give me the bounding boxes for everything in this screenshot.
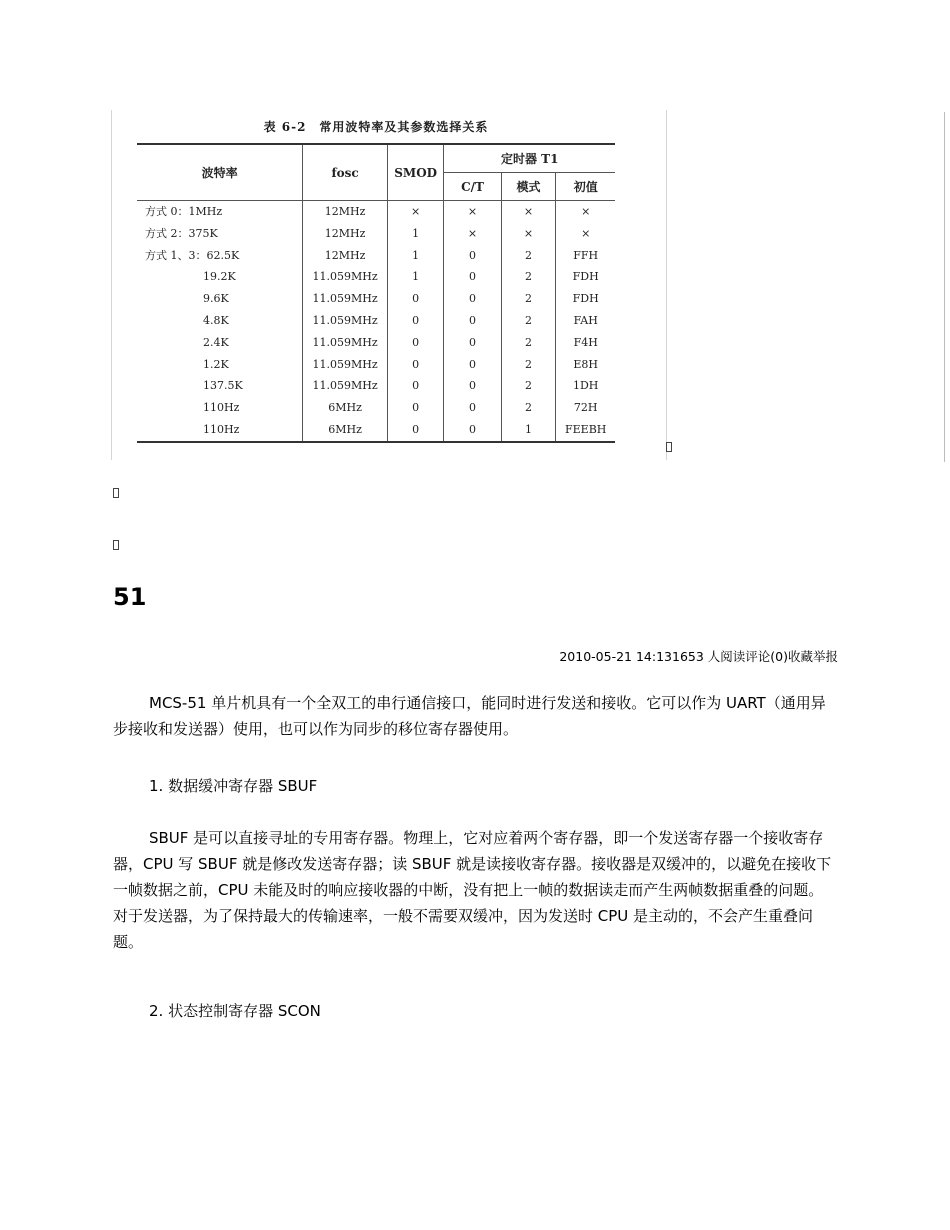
table-row xyxy=(137,354,615,376)
cell-ct: 0 xyxy=(444,332,501,354)
missing-glyph-icon xyxy=(113,488,119,498)
cell-ct: 0 xyxy=(444,397,501,419)
section1-heading xyxy=(113,773,835,799)
cell-ct: × xyxy=(444,223,501,245)
cell-smod: 0 xyxy=(387,332,444,354)
cell-init: × xyxy=(556,223,615,245)
cell-ct: 0 xyxy=(444,419,501,442)
cell-smod: 0 xyxy=(387,375,444,397)
post-meta: 2010-05-21 14:131653 人阅读评论(0)收藏举报 xyxy=(559,649,838,664)
header-mode: 模式 xyxy=(501,173,556,201)
cell-fosc: 11.059MHz xyxy=(303,288,387,310)
cell-mode: 2 xyxy=(501,310,556,332)
cell-fosc: 12MHz xyxy=(303,201,387,223)
cell-mode: 2 xyxy=(501,354,556,376)
cell-init: FDH xyxy=(556,266,615,288)
cell-ct: 0 xyxy=(444,310,501,332)
cell-baud: 4.8K xyxy=(203,313,229,327)
table-caption: 表 6-2 常用波特率及其参数选择关系 xyxy=(263,120,489,134)
cell-mode: 2 xyxy=(501,266,556,288)
header-smod: SMOD xyxy=(387,144,444,201)
cell-fosc: 6MHz xyxy=(303,419,387,442)
cell-mode: 2 xyxy=(501,288,556,310)
cell-baud: 方式 0：1MHz xyxy=(145,205,223,218)
cell-fosc: 11.059MHz xyxy=(303,310,387,332)
cell-init: FEEBH xyxy=(556,419,615,442)
section1-content xyxy=(113,825,835,955)
cell-fosc: 11.059MHz xyxy=(303,332,387,354)
cell-smod: 1 xyxy=(387,223,444,245)
cell-init: FDH xyxy=(556,288,615,310)
cell-ct: 0 xyxy=(444,354,501,376)
header-ct: C/T xyxy=(444,173,501,201)
cell-baud: 137.5K xyxy=(203,379,243,393)
cell-mode: 2 xyxy=(501,375,556,397)
cell-init: 72H xyxy=(556,397,615,419)
article-intro xyxy=(113,690,835,742)
cell-mode: × xyxy=(501,201,556,223)
cell-init: 1DH xyxy=(556,375,615,397)
table-row xyxy=(137,419,615,442)
cell-ct: 0 xyxy=(444,288,501,310)
cell-fosc: 11.059MHz xyxy=(303,266,387,288)
cell-baud: 1.2K xyxy=(203,357,229,371)
missing-glyph-icon xyxy=(666,442,672,452)
table-row xyxy=(137,375,615,397)
post-heading: 51 xyxy=(113,583,147,611)
table-row xyxy=(137,332,615,354)
cell-ct: 0 xyxy=(444,375,501,397)
table-row xyxy=(137,266,615,288)
header-fosc: fosc xyxy=(303,144,387,201)
cell-init: FFH xyxy=(556,245,615,267)
cell-baud: 方式 2：375K xyxy=(145,226,218,240)
header-baud: 波特率 xyxy=(137,144,303,201)
table-row xyxy=(137,223,615,245)
section2-title: 2. 状态控制寄存器 SCON xyxy=(149,1002,321,1020)
cell-baud: 9.6K xyxy=(203,292,229,306)
table-row xyxy=(137,310,615,332)
cell-smod: 0 xyxy=(387,419,444,442)
section1-paragraph: SBUF 是可以直接寻址的专用寄存器。物理上，它对应着两个寄存器，即一个发送寄存器一个接收寄存器，CPU 写 SBUF 就是修改发送寄存器；读 SBUF 就是读接收寄存器。接收器是双缓冲的，以避免在接收下一帧数据之前，CPU 未能及时的响应接收器的中断，没有把上一帧的数据读走而产生两帧数据重叠的问题。对于发送器，为了保持最大的传输速率，一般不需要双缓冲，因为发送时 CPU 是主动的，不会产生重叠问题。 xyxy=(113,829,832,951)
cell-mode: 1 xyxy=(501,419,556,442)
header-init: 初值 xyxy=(556,173,615,201)
cell-baud: 110Hz xyxy=(203,422,240,436)
missing-glyph-icon xyxy=(113,540,119,550)
cell-smod: 0 xyxy=(387,310,444,332)
cell-fosc: 11.059MHz xyxy=(303,354,387,376)
cell-mode: 2 xyxy=(501,332,556,354)
cell-init: F4H xyxy=(556,332,615,354)
cell-smod: 1 xyxy=(387,266,444,288)
cell-fosc: 12MHz xyxy=(303,223,387,245)
cell-fosc: 11.059MHz xyxy=(303,375,387,397)
table-row xyxy=(137,201,615,223)
table-row xyxy=(137,288,615,310)
baud-rate-table xyxy=(137,143,615,443)
cell-baud: 2.4K xyxy=(203,335,229,349)
baud-rate-table-figure xyxy=(137,118,615,443)
header-timer: 定时器 T1 xyxy=(444,144,615,173)
cell-smod: 0 xyxy=(387,354,444,376)
cell-fosc: 6MHz xyxy=(303,397,387,419)
cell-ct: 0 xyxy=(444,245,501,267)
section1-title: 1. 数据缓冲寄存器 SBUF xyxy=(149,777,318,795)
cell-fosc: 12MHz xyxy=(303,245,387,267)
cell-init: E8H xyxy=(556,354,615,376)
cell-ct: × xyxy=(444,201,501,223)
cell-mode: 2 xyxy=(501,397,556,419)
table-row xyxy=(137,245,615,267)
cell-mode: 2 xyxy=(501,245,556,267)
cell-baud: 方式 1、3：62.5K xyxy=(145,248,240,262)
cell-ct: 0 xyxy=(444,266,501,288)
table-row xyxy=(137,397,615,419)
cell-smod: 1 xyxy=(387,245,444,267)
cell-smod: 0 xyxy=(387,288,444,310)
section2-heading xyxy=(113,998,835,1024)
cell-baud: 110Hz xyxy=(203,401,240,415)
cell-smod: 0 xyxy=(387,397,444,419)
page-edge-rule xyxy=(944,112,945,462)
cell-smod: × xyxy=(387,201,444,223)
cell-baud: 19.2K xyxy=(203,270,236,284)
intro-paragraph: MCS-51 单片机具有一个全双工的串行通信接口，能同时进行发送和接收。它可以作为 UART（通用异步接收和发送器）使用，也可以作为同步的移位寄存器使用。 xyxy=(113,694,826,738)
cell-init: FAH xyxy=(556,310,615,332)
cell-mode: × xyxy=(501,223,556,245)
cell-init: × xyxy=(556,201,615,223)
